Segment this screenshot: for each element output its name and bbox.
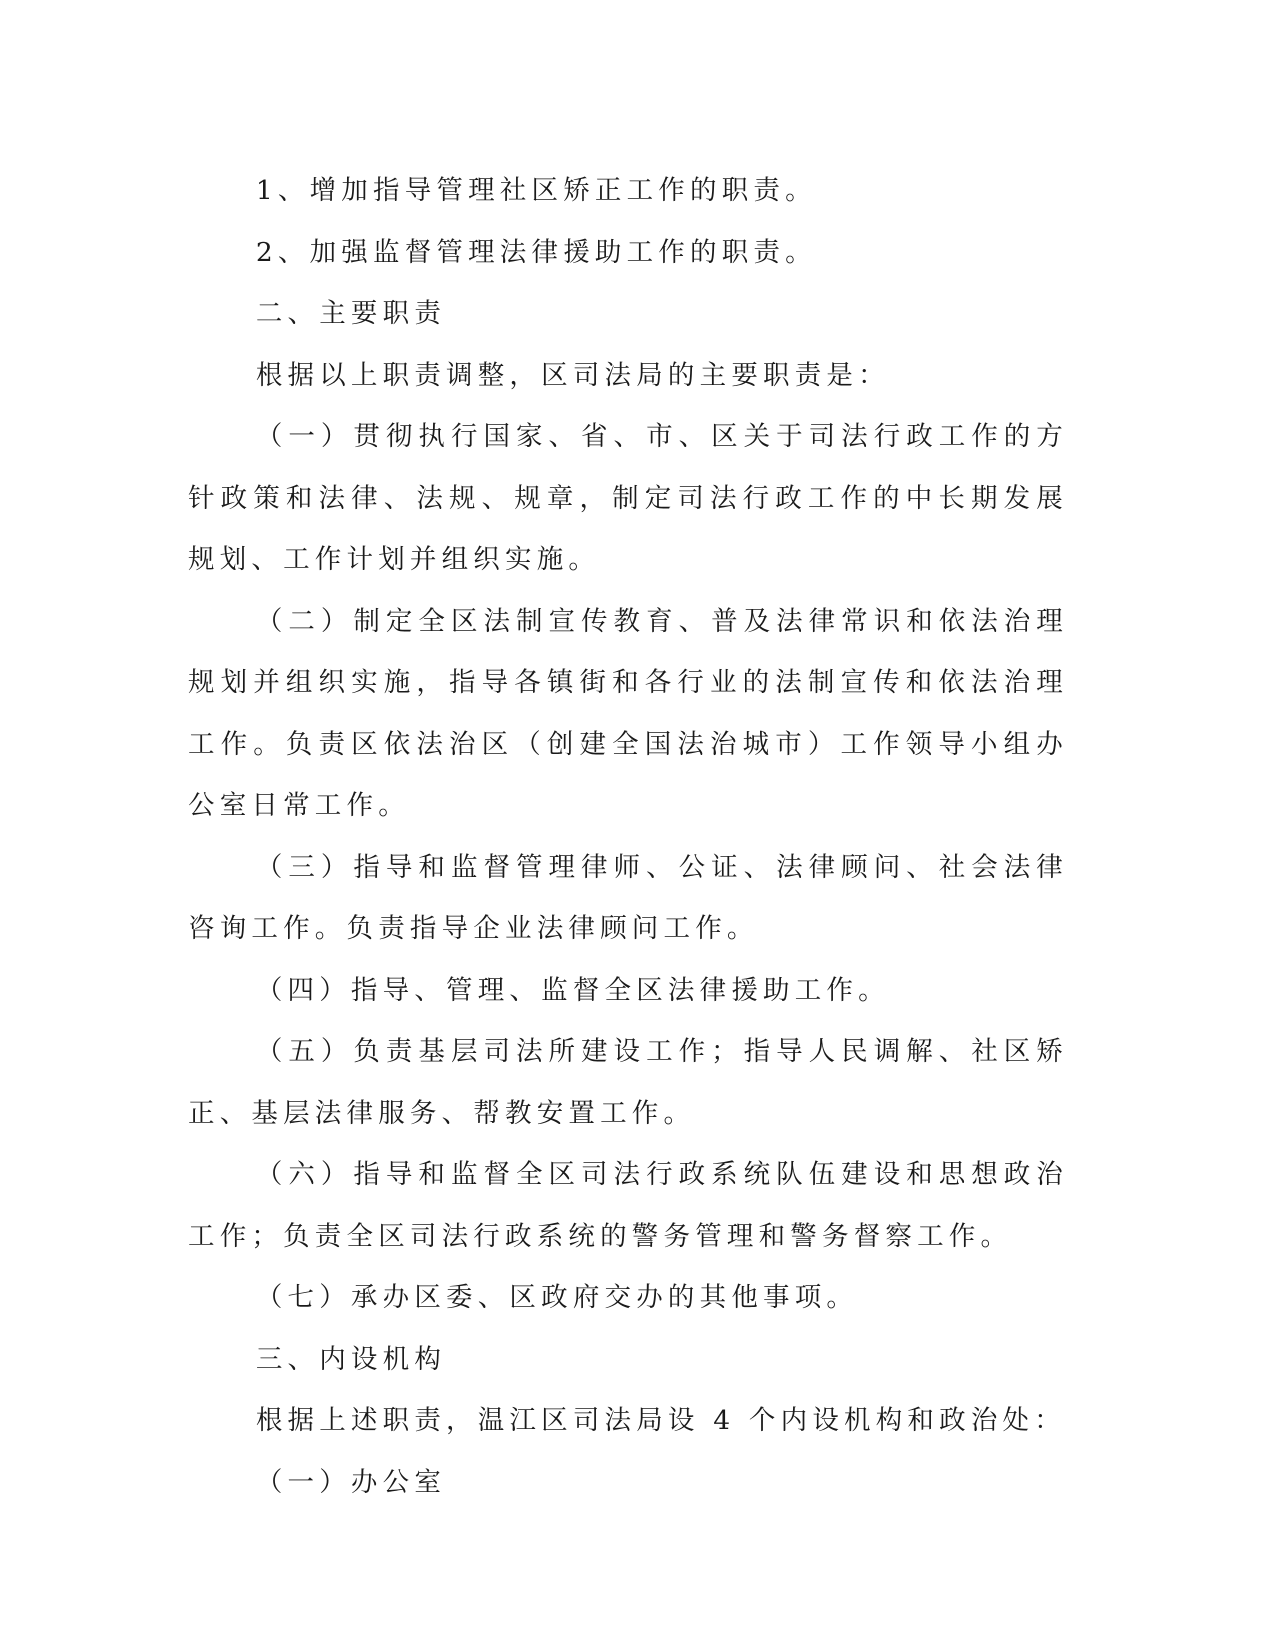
paragraph-item-6: （六）指导和监督全区司法行政系统队伍建设和思想政治工作；负责全区司法行政系统的警务管理和警务督察工作。 (188, 1159, 1068, 1252)
paragraph-item-2: （二）制定全区法制宣传教育、普及法律常识和依法治理规划并组织实施，指导各镇街和各行业的法制宣传和依法治理工作。负责区依法治区（创建全国法治城市）工作领导小组办公室日常工作。 (188, 605, 1068, 821)
paragraph-office: （一）办公室 (255, 1466, 447, 1498)
paragraph-item-7: （七）承办区委、区政府交办的其他事项。 (255, 1282, 859, 1313)
section-heading-internal-structure: 三、内设机构 (255, 1343, 447, 1375)
paragraph-item-3: （三）指导和监督管理律师、公证、法律顾问、社会法律咨询工作。负责指导企业法律顾问工作。 (188, 851, 1068, 944)
paragraph-structure-intro: 根据上述职责，温江区司法局设 4 个内设机构和政治处： (255, 1405, 1066, 1436)
paragraph-main-duties-intro: 根据以上职责调整，区司法局的主要职责是： (255, 359, 890, 391)
document-body (188, 160, 1068, 1513)
paragraph-item-1: （一）贯彻执行国家、省、市、区关于司法行政工作的方针政策和法律、法规、规章，制定司法行政工作的中长期发展规划、工作计划并组织实施。 (188, 421, 1068, 575)
paragraph-item-4: （四）指导、管理、监督全区法律援助工作。 (255, 974, 890, 1006)
paragraph-duty-1: 1、增加指导管理社区矫正工作的职责。 (255, 175, 817, 206)
paragraph-item-5: （五）负责基层司法所建设工作；指导人民调解、社区矫正、基层法律服务、帮教安置工作。 (188, 1036, 1068, 1129)
paragraph-duty-2: 2、加强监督管理法律援助工作的职责。 (255, 236, 817, 268)
section-heading-main-duties: 二、主要职责 (255, 298, 447, 329)
